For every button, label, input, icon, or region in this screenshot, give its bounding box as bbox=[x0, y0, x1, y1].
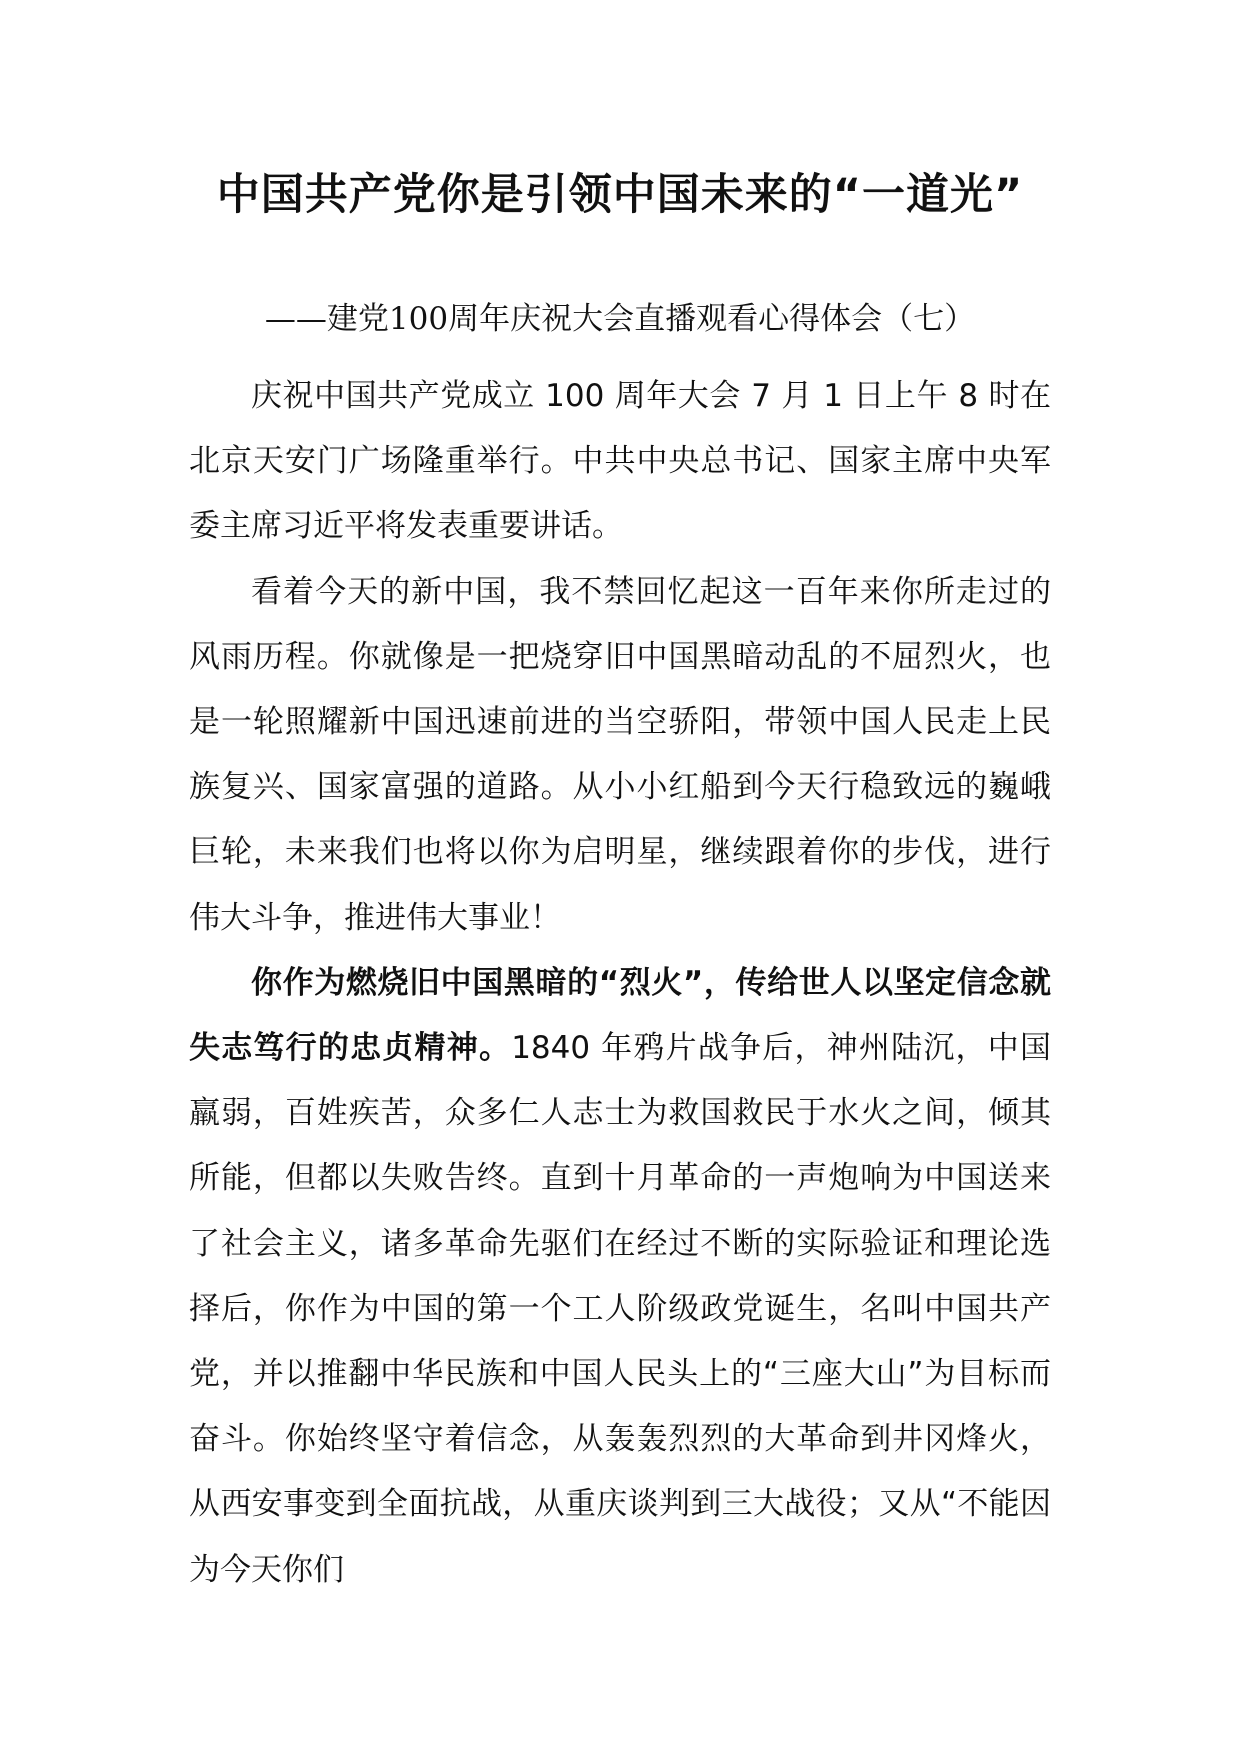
document-title: 中国共产党你是引领中国未来的“一道光” bbox=[216, 170, 1024, 220]
document-subtitle: ——建党100周年庆祝大会直播观看心得体会（七） bbox=[264, 301, 976, 337]
paragraph-lead-sentence: 你作为燃烧旧中国黑暗的“烈火”，传给世人以坚定信念就失志笃行的忠贞精神。 bbox=[189, 964, 1051, 1067]
paragraph-1 bbox=[189, 364, 1051, 560]
paragraph-2 bbox=[189, 560, 1051, 951]
paragraph-text: 庆祝中国共产党成立 100 周年大会 7 月 1 日上午 8 时在北京天安门广场隆重举行。中共中央总书记、国家主席中央军委主席习近平将发表重要讲话。 bbox=[189, 378, 1051, 545]
paragraph-text: 看着今天的新中国，我不禁回忆起这一百年来你所走过的风雨历程。你就像是一把烧穿旧中国黑暗动乱的不屈烈火，也是一轮照耀新中国迅速前进的当空骄阳，带领中国人民走上民族复兴、国家富强的道路。从小小红船到今天行稳致远的巍峨巨轮，未来我们也将以你为启明星，继续跟着你的步伐，进行伟大斗争，推进伟大事业！ bbox=[189, 573, 1051, 936]
document-body bbox=[189, 364, 1051, 1603]
paragraph-3 bbox=[189, 951, 1051, 1603]
paragraph-text: 1840 年鸦片战争后，神州陆沉，中国羸弱，百姓疾苦，众多仁人志士为救国救民于水火之间，倾其所能，但都以失败告终。直到十月革命的一声炮响为中国送来了社会主义，诸多革命先驱们在经过不断的实际验证和理论选择后，你作为中国的第一个工人阶级政党诞生，名叫中国共产党，并以推翻中华民族和中国人民头上的“三座大山”为目标而奋斗。你始终坚守着信念，从轰轰烈烈的大革命到井冈烽火，从西安事变到全面抗战，从重庆谈判到三大战役；又从“不能因为今天你们 bbox=[189, 1030, 1051, 1588]
